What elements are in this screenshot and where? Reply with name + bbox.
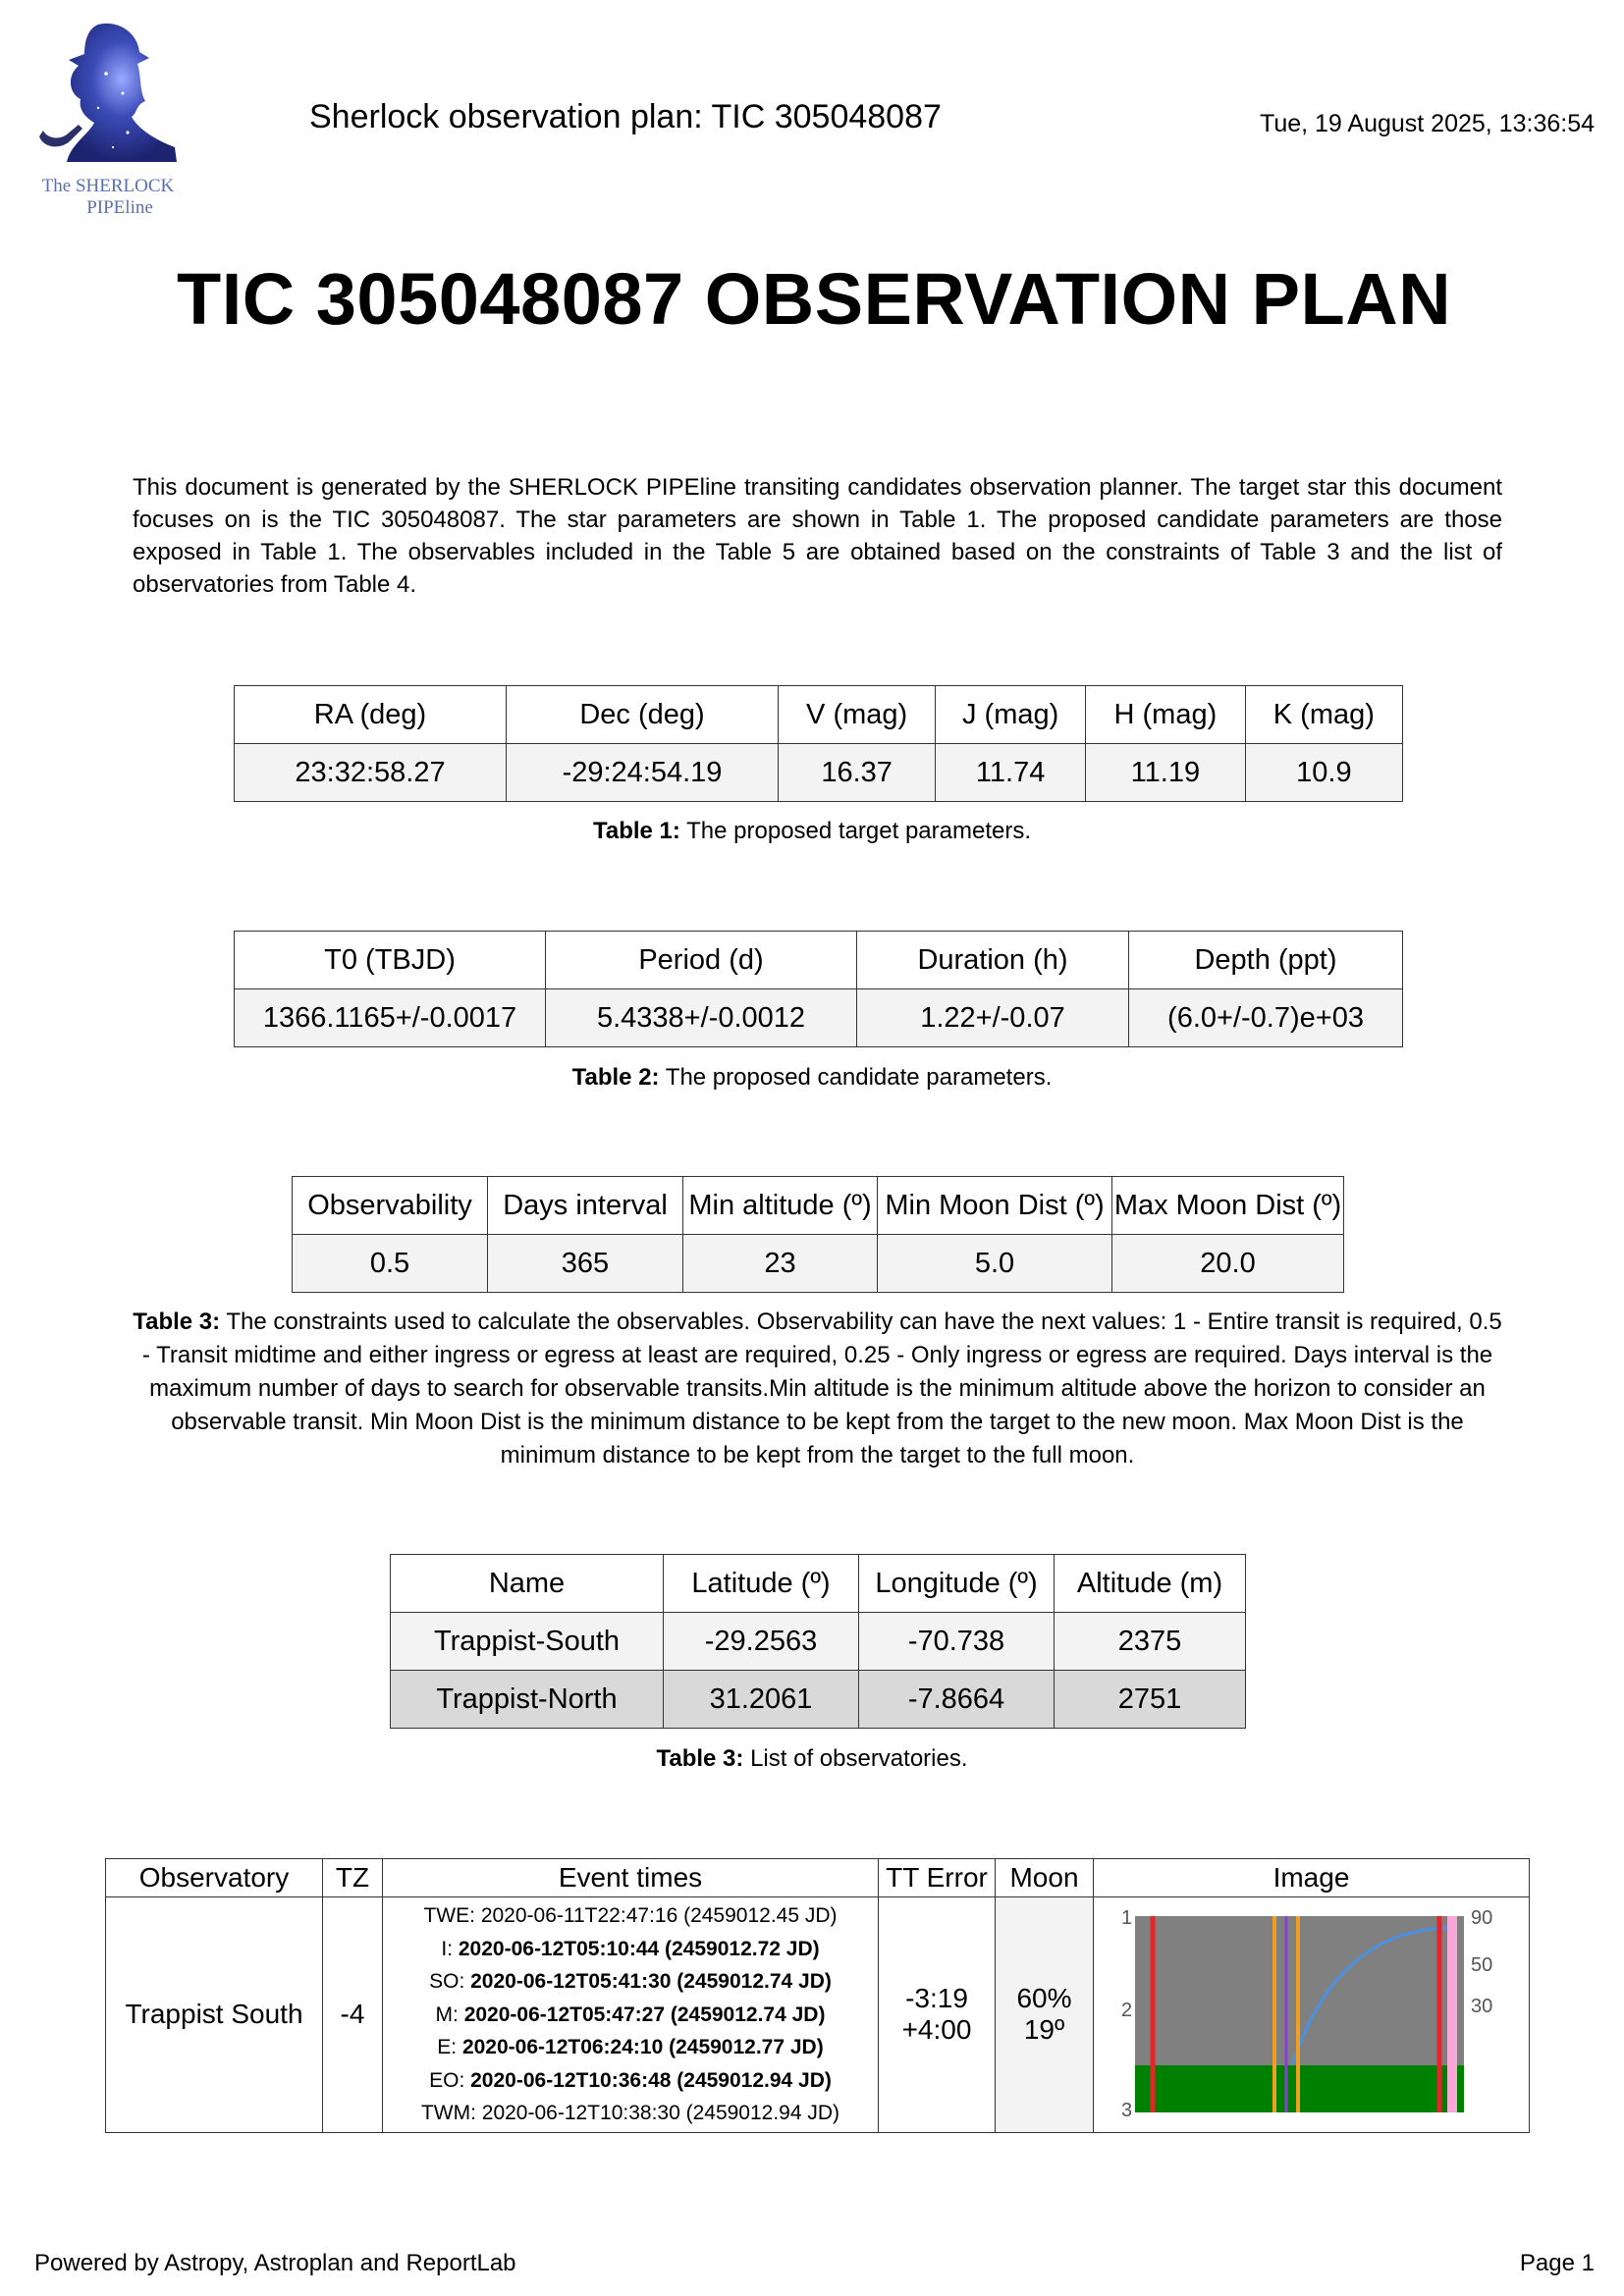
header-cell: Days interval bbox=[488, 1177, 683, 1235]
event-time-egress: E: 2020-06-12T06:24:10 (2459012.77 JD) bbox=[437, 2036, 824, 2058]
table-header-row bbox=[106, 1859, 1530, 1897]
header-cell: Image bbox=[1094, 1859, 1530, 1897]
caption-text: List of observatories. bbox=[743, 1745, 968, 1772]
logo-text-1: The SHERLOCK bbox=[41, 176, 175, 196]
header-cell: Min altitude (º) bbox=[683, 1177, 878, 1235]
table-cell: 0.5 bbox=[293, 1235, 488, 1293]
table-cell: 11.19 bbox=[1086, 744, 1246, 802]
table-row bbox=[391, 1671, 1246, 1729]
caption-label: Table 2: bbox=[571, 1064, 660, 1091]
tt-error-minus: -3:19 bbox=[905, 1983, 968, 2014]
footer-credits: Powered by Astropy, Astroplan and ReportLab bbox=[34, 2250, 516, 2276]
caption-label: Table 3: bbox=[133, 1308, 221, 1335]
table-cell: 2751 bbox=[1055, 1671, 1246, 1729]
transit-plot-image bbox=[1115, 1898, 1508, 2130]
table-cell: 11.74 bbox=[936, 744, 1086, 802]
header-cell: Observability bbox=[293, 1177, 488, 1235]
event-time-so: SO: 2020-06-12T05:41:30 (2459012.74 JD) bbox=[429, 1970, 832, 1993]
candidate-parameters-table bbox=[234, 931, 1403, 1047]
table-cell: Trappist-South bbox=[391, 1613, 664, 1671]
header-cell: Dec (deg) bbox=[507, 686, 779, 744]
moon-illumination: 60% bbox=[1016, 1983, 1072, 2014]
table-cell: 31.2061 bbox=[664, 1671, 859, 1729]
edge-pink-band bbox=[1447, 1916, 1457, 2112]
header-date: Tue, 19 August 2025, 13:36:54 bbox=[1259, 110, 1595, 137]
table-row bbox=[391, 1613, 1246, 1671]
table-header-row bbox=[293, 1177, 1344, 1235]
page-title: TIC 305048087 OBSERVATION PLAN bbox=[177, 258, 1452, 340]
header-cell: Latitude (º) bbox=[664, 1555, 859, 1613]
tz-cell: -4 bbox=[323, 1897, 383, 2133]
event-times-cell bbox=[383, 1897, 879, 2133]
header-cell: Altitude (m) bbox=[1055, 1555, 1246, 1613]
target-parameters-table bbox=[234, 685, 1403, 802]
event-time-twe: TWE: 2020-06-11T22:47:16 (2459012.45 JD) bbox=[423, 1904, 838, 1927]
table-header-row bbox=[235, 686, 1403, 744]
header-cell: V (mag) bbox=[779, 686, 936, 744]
table3-caption bbox=[133, 1306, 1502, 1472]
header-cell: Duration (h) bbox=[857, 932, 1129, 989]
table1-caption bbox=[0, 815, 1624, 848]
moon-cell bbox=[996, 1897, 1094, 2133]
sherlock-logo bbox=[29, 15, 187, 226]
table-cell: 1366.1165+/-0.0017 bbox=[235, 989, 546, 1047]
table-cell: -7.8664 bbox=[859, 1671, 1055, 1729]
header-cell: J (mag) bbox=[936, 686, 1086, 744]
header-cell: Depth (ppt) bbox=[1129, 932, 1403, 989]
event-time-mid: M: 2020-06-12T05:47:27 (2459012.74 JD) bbox=[435, 2002, 826, 2026]
left-tick: 3 bbox=[1120, 2100, 1132, 2122]
caption-label: Table 3: bbox=[656, 1745, 744, 1772]
table4-caption bbox=[0, 1742, 1624, 1776]
header-cell: TT Error bbox=[879, 1859, 996, 1897]
header-cell: Moon bbox=[996, 1859, 1094, 1897]
tt-error-plus: +4:00 bbox=[901, 2014, 972, 2046]
table-cell: 23 bbox=[683, 1235, 878, 1293]
table-cell: 16.37 bbox=[779, 744, 936, 802]
header-cell: RA (deg) bbox=[235, 686, 507, 744]
constraints-table bbox=[292, 1176, 1344, 1293]
header-cell: K (mag) bbox=[1245, 686, 1402, 744]
header-cell: Period (d) bbox=[546, 932, 857, 989]
header-title: Sherlock observation plan: TIC 305048087 bbox=[309, 98, 942, 135]
table-header-row bbox=[235, 932, 1403, 989]
table-row bbox=[235, 989, 1403, 1047]
observatory-cell: Trappist South bbox=[106, 1897, 323, 2133]
table-cell: 2375 bbox=[1055, 1613, 1246, 1671]
right-tick: 30 bbox=[1470, 1996, 1492, 2018]
caption-label: Table 1: bbox=[592, 818, 680, 844]
intro-paragraph: This document is generated by the SHERLOCK PIPEline transiting candidates observation planner. The target star this document focuses on is the TIC 305048087. The star parameters are shown in Table 1. The proposed candidate parameters are those exposed in Table 1. The observables included in the Table 5 are obtained based on the constraints of Table 3 and the list of observatories from Table 4. bbox=[133, 474, 1502, 598]
header-cell: T0 (TBJD) bbox=[235, 932, 546, 989]
event-time-eo: EO: 2020-06-12T10:36:48 (2459012.94 JD) bbox=[429, 2068, 832, 2092]
tt-error-cell bbox=[879, 1897, 996, 2133]
header-cell: Observatory bbox=[106, 1859, 323, 1897]
header-cell: Event times bbox=[383, 1859, 879, 1897]
moon-distance: 19º bbox=[1023, 2014, 1065, 2046]
event-time-twm: TWM: 2020-06-12T10:38:30 (2459012.94 JD) bbox=[420, 2102, 840, 2124]
observables-table bbox=[105, 1858, 1530, 2133]
header-cell: Min Moon Dist (º) bbox=[878, 1177, 1112, 1235]
table-cell: 23:32:58.27 bbox=[235, 744, 507, 802]
table-cell: Trappist-North bbox=[391, 1671, 664, 1729]
table-cell: 1.22+/-0.07 bbox=[857, 989, 1129, 1047]
table-cell: -29.2563 bbox=[664, 1613, 859, 1671]
left-tick: 2 bbox=[1120, 2000, 1132, 2022]
table2-caption bbox=[0, 1061, 1624, 1095]
table-cell: (6.0+/-0.7)e+03 bbox=[1129, 989, 1403, 1047]
sherlock-silhouette-icon bbox=[29, 15, 187, 226]
table-cell: 20.0 bbox=[1112, 1235, 1344, 1293]
table-header-row bbox=[391, 1555, 1246, 1613]
page-number: Page 1 bbox=[1519, 2250, 1595, 2276]
left-tick: 1 bbox=[1120, 1907, 1132, 1930]
header-cell: Name bbox=[391, 1555, 664, 1613]
caption-text: The proposed target parameters. bbox=[679, 818, 1031, 844]
logo-text-2: PIPEline bbox=[86, 197, 153, 218]
caption-text: The proposed candidate parameters. bbox=[659, 1064, 1053, 1091]
table-row bbox=[235, 744, 1403, 802]
image-cell bbox=[1094, 1897, 1530, 2133]
header-cell: Max Moon Dist (º) bbox=[1112, 1177, 1344, 1235]
table-cell: -29:24:54.19 bbox=[507, 744, 779, 802]
event-time-ingress: I: 2020-06-12T05:10:44 (2459012.72 JD) bbox=[441, 1937, 820, 1960]
table-row bbox=[106, 1897, 1530, 2133]
table-cell: -70.738 bbox=[859, 1613, 1055, 1671]
header-cell: TZ bbox=[323, 1859, 383, 1897]
table-cell: 5.4338+/-0.0012 bbox=[546, 989, 857, 1047]
header-cell: H (mag) bbox=[1086, 686, 1246, 744]
caption-text: The constraints used to calculate the observables. Observability can have the next values: 1 - Entire transit is required, 0.5 - Transit midtime and either ingress or egress at least are required, 0.25 - Only ingress or egress are required. Days interval is the maximum number of days to search for observable transits.Min altitude is the minimum altitude above the horizon to consider an observable transit. Min Moon Dist is the minimum distance to be kept from the target to the new moon. Max Moon Dist is the minimum distance to be kept from the target to the full moon. bbox=[141, 1308, 1502, 1468]
header-cell: Longitude (º) bbox=[859, 1555, 1055, 1613]
table-cell: 10.9 bbox=[1245, 744, 1402, 802]
table-row bbox=[293, 1235, 1344, 1293]
table-cell: 5.0 bbox=[878, 1235, 1112, 1293]
observatories-table bbox=[390, 1554, 1246, 1729]
right-tick: 50 bbox=[1470, 1954, 1492, 1977]
right-tick: 90 bbox=[1470, 1907, 1492, 1930]
table-cell: 365 bbox=[488, 1235, 683, 1293]
